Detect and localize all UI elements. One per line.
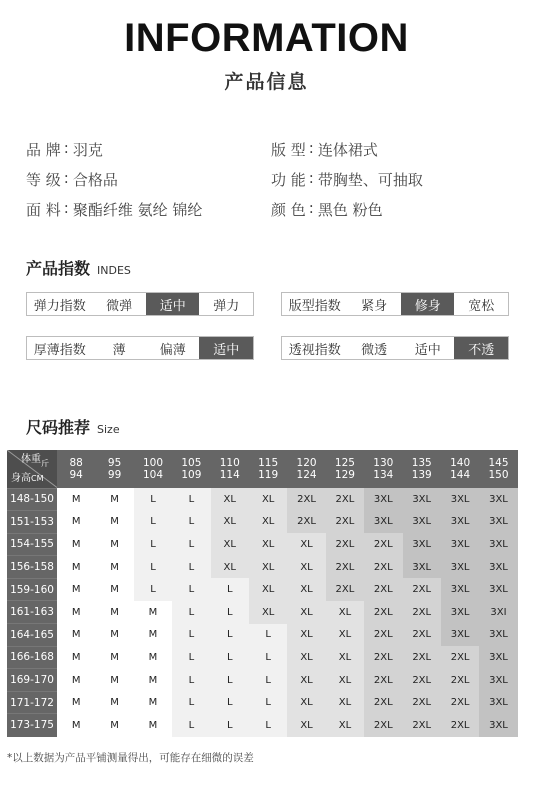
table-row — [7, 578, 518, 601]
size-cell: M — [57, 533, 95, 556]
size-cell: M — [57, 624, 95, 647]
size-cell: L — [172, 533, 210, 556]
weight-max: 150 — [488, 469, 509, 481]
info-item — [26, 169, 271, 190]
size-cell: L — [211, 691, 249, 714]
info-key: 颜 色 — [271, 200, 306, 219]
size-cell: XL — [249, 556, 287, 579]
size-cell: 3XL — [364, 511, 402, 534]
index-option: 紧身 — [361, 298, 388, 314]
page-subtitle: 产品信息 — [224, 71, 309, 93]
size-cell: M — [95, 556, 133, 579]
height-range: 173-175 — [7, 714, 57, 737]
size-cell: 2XL — [364, 646, 402, 669]
size-cell: 3XL — [403, 556, 441, 579]
weight-max: 109 — [181, 469, 202, 481]
weight-max: 114 — [219, 469, 240, 481]
info-separator: : — [308, 198, 314, 217]
size-cell: L — [172, 601, 210, 624]
size-cell: L — [172, 646, 210, 669]
table-row — [7, 556, 518, 579]
size-cell: 2XL — [441, 714, 479, 737]
size-cell: 2XL — [403, 601, 441, 624]
index-label: 弹力指数 — [33, 298, 86, 314]
weight-column-header — [441, 450, 479, 488]
size-cell: XL — [211, 533, 249, 556]
weight-min: 95 — [107, 456, 122, 469]
size-cell: 3XL — [403, 488, 441, 511]
size-cell: M — [95, 578, 133, 601]
info-item — [271, 139, 516, 160]
index-selector — [281, 292, 509, 316]
size-cell: 2XL — [364, 578, 402, 601]
size-cell: 3XL — [479, 578, 517, 601]
size-cell: L — [211, 714, 249, 737]
size-cell: 3XL — [479, 488, 517, 511]
info-item — [271, 199, 516, 220]
size-cell: L — [134, 488, 172, 511]
size-cell: XL — [211, 556, 249, 579]
weight-column-header — [364, 450, 402, 488]
size-cell: 2XL — [403, 624, 441, 647]
size-cell: 2XL — [364, 691, 402, 714]
size-chart-table — [7, 450, 518, 737]
size-cell: L — [249, 714, 287, 737]
info-item — [26, 199, 271, 220]
height-range: 161-163 — [7, 601, 57, 624]
page-title: INFORMATION — [124, 16, 409, 60]
weight-min: 115 — [258, 456, 279, 469]
weight-max: 94 — [69, 469, 83, 481]
info-value: 合格品 — [72, 170, 118, 189]
weight-column-header — [134, 450, 172, 488]
info-value: 聚酯纤维 氨纶 锦纶 — [72, 200, 203, 219]
index-selector — [26, 292, 254, 316]
weight-min: 105 — [181, 456, 202, 469]
size-cell: XL — [287, 646, 325, 669]
size-cell: XL — [326, 714, 364, 737]
size-section-title: 尺码推荐 — [26, 418, 91, 437]
size-table-corner — [7, 450, 57, 488]
index-option: 偏薄 — [159, 342, 186, 358]
weight-min: 125 — [334, 456, 355, 469]
size-cell: 3XI — [479, 601, 517, 624]
size-cell: 3XL — [441, 601, 479, 624]
size-cell: M — [57, 714, 95, 737]
info-value: 黑色 粉色 — [317, 200, 383, 219]
size-cell: XL — [211, 488, 249, 511]
size-cell: 2XL — [441, 669, 479, 692]
height-range: 171-172 — [7, 691, 57, 714]
size-cell: 3XL — [479, 556, 517, 579]
size-cell: 3XL — [479, 691, 517, 714]
size-cell: M — [134, 691, 172, 714]
weight-min: 140 — [450, 456, 471, 469]
size-cell: XL — [249, 601, 287, 624]
size-cell: 2XL — [364, 714, 402, 737]
weight-column-header — [211, 450, 249, 488]
weight-min: 145 — [488, 456, 509, 469]
size-cell: M — [95, 646, 133, 669]
size-cell: L — [249, 646, 287, 669]
table-row — [7, 691, 518, 714]
weight-column-header — [403, 450, 441, 488]
size-cell: XL — [326, 669, 364, 692]
size-cell: 3XL — [441, 624, 479, 647]
index-option: 弹力 — [213, 298, 240, 314]
size-cell: 2XL — [326, 556, 364, 579]
weight-max: 134 — [373, 469, 394, 481]
weight-min: 110 — [219, 456, 240, 469]
size-cell: L — [211, 601, 249, 624]
height-range: 154-155 — [7, 533, 57, 556]
weight-min: 130 — [373, 456, 394, 469]
size-cell: 3XL — [403, 511, 441, 534]
size-cell: 3XL — [441, 578, 479, 601]
size-cell: M — [57, 556, 95, 579]
weight-max: 139 — [411, 469, 432, 481]
size-cell: XL — [287, 601, 325, 624]
size-cell: M — [57, 669, 95, 692]
size-cell: M — [57, 578, 95, 601]
size-cell: 3XL — [441, 488, 479, 511]
size-cell: 2XL — [403, 578, 441, 601]
info-item — [26, 139, 271, 160]
size-cell: 2XL — [403, 646, 441, 669]
size-cell: M — [95, 488, 133, 511]
height-range: 156-158 — [7, 556, 57, 579]
size-cell: 2XL — [287, 488, 325, 511]
weight-max: 119 — [258, 469, 279, 481]
size-cell: 3XL — [479, 714, 517, 737]
size-cell: M — [95, 624, 133, 647]
weight-column-header — [95, 450, 133, 488]
info-value: 羽克 — [72, 140, 103, 159]
info-key: 品 牌 — [26, 140, 61, 159]
size-cell: 3XL — [479, 669, 517, 692]
size-cell: M — [57, 488, 95, 511]
size-cell: XL — [249, 488, 287, 511]
table-row — [7, 646, 518, 669]
size-cell: 2XL — [403, 669, 441, 692]
weight-max: 99 — [107, 469, 122, 481]
size-cell: L — [249, 691, 287, 714]
index-option: 微弹 — [106, 298, 133, 314]
weight-max: 129 — [334, 469, 355, 481]
height-header: 身高CM — [11, 473, 44, 484]
index-option: 宽松 — [468, 298, 495, 314]
size-cell: M — [134, 624, 172, 647]
size-cell: XL — [211, 511, 249, 534]
size-cell: 3XL — [479, 511, 517, 534]
size-cell: M — [95, 533, 133, 556]
size-cell: M — [57, 511, 95, 534]
size-cell: L — [211, 646, 249, 669]
index-option: 薄 — [112, 342, 126, 358]
size-cell: M — [95, 714, 133, 737]
weight-min: 100 — [142, 456, 163, 469]
size-cell: 2XL — [326, 533, 364, 556]
weight-min: 135 — [411, 456, 432, 469]
size-cell: XL — [287, 556, 325, 579]
index-section-title: 产品指数 — [26, 259, 91, 278]
info-separator: : — [63, 168, 69, 187]
size-cell: 2XL — [287, 511, 325, 534]
size-cell: XL — [249, 511, 287, 534]
info-key: 功 能 — [271, 170, 306, 189]
size-cell: L — [211, 578, 249, 601]
index-option-selected: 修身 — [401, 293, 455, 315]
size-cell: L — [172, 624, 210, 647]
weight-max: 124 — [296, 469, 317, 481]
weight-min: 120 — [296, 456, 317, 469]
size-cell: L — [172, 556, 210, 579]
size-cell: 2XL — [326, 578, 364, 601]
size-cell: L — [134, 578, 172, 601]
size-cell: L — [172, 578, 210, 601]
table-row — [7, 714, 518, 737]
size-cell: L — [249, 669, 287, 692]
info-separator: : — [308, 138, 314, 157]
size-cell: 3XL — [441, 556, 479, 579]
size-cell: 3XL — [364, 488, 402, 511]
info-row — [26, 134, 516, 164]
index-option-selected: 不透 — [454, 337, 508, 359]
height-range: 164-165 — [7, 624, 57, 647]
table-row — [7, 511, 518, 534]
index-label: 版型指数 — [288, 298, 341, 314]
size-cell: 2XL — [403, 714, 441, 737]
size-cell: M — [134, 669, 172, 692]
size-cell: L — [172, 669, 210, 692]
table-row — [7, 601, 518, 624]
size-cell: L — [134, 511, 172, 534]
size-cell: 3XL — [441, 511, 479, 534]
size-cell: L — [211, 624, 249, 647]
info-row — [26, 164, 516, 194]
table-row — [7, 488, 518, 511]
weight-column-header — [172, 450, 210, 488]
size-cell: 3XL — [479, 646, 517, 669]
weight-min: 88 — [69, 456, 83, 469]
size-cell: L — [172, 511, 210, 534]
index-label: 透视指数 — [288, 342, 341, 358]
size-cell: XL — [287, 714, 325, 737]
size-cell: XL — [287, 691, 325, 714]
size-cell: 3XL — [479, 624, 517, 647]
size-cell: M — [57, 601, 95, 624]
size-cell: 2XL — [364, 556, 402, 579]
weight-max: 144 — [450, 469, 471, 481]
size-cell: 2XL — [364, 533, 402, 556]
size-cell: XL — [326, 691, 364, 714]
size-section-heading — [26, 415, 120, 438]
size-cell: L — [172, 488, 210, 511]
measurement-note: *以上数据为产品平铺测量得出，可能存在细微的误差 — [7, 752, 254, 764]
size-cell: M — [95, 511, 133, 534]
height-range: 148-150 — [7, 488, 57, 511]
index-selector — [281, 336, 509, 360]
index-selector — [26, 336, 254, 360]
index-label: 厚薄指数 — [33, 342, 86, 358]
table-row — [7, 669, 518, 692]
index-option-selected: 适中 — [199, 337, 253, 359]
size-cell: L — [172, 691, 210, 714]
size-cell: 3XL — [403, 533, 441, 556]
info-item — [271, 169, 516, 190]
weight-column-header — [326, 450, 364, 488]
index-option: 适中 — [414, 342, 441, 358]
size-cell: XL — [249, 533, 287, 556]
info-separator: : — [63, 138, 69, 157]
size-cell: 2XL — [364, 669, 402, 692]
height-range: 166-168 — [7, 646, 57, 669]
size-cell: M — [57, 691, 95, 714]
size-cell: M — [134, 714, 172, 737]
size-cell: L — [134, 533, 172, 556]
size-cell: XL — [249, 578, 287, 601]
product-info — [26, 134, 516, 224]
size-cell: 2XL — [441, 691, 479, 714]
height-range: 159-160 — [7, 578, 57, 601]
index-option-selected: 适中 — [146, 293, 200, 315]
info-separator: : — [63, 198, 69, 217]
size-section-subtitle: Size — [97, 423, 120, 436]
info-value: 连体裙式 — [317, 140, 378, 159]
weight-column-header — [479, 450, 517, 488]
weight-max: 104 — [142, 469, 163, 481]
size-cell: XL — [326, 624, 364, 647]
size-cell: 2XL — [403, 691, 441, 714]
size-cell: M — [57, 646, 95, 669]
size-cell: XL — [326, 601, 364, 624]
index-option: 微透 — [361, 342, 388, 358]
size-cell: L — [134, 556, 172, 579]
size-cell: M — [134, 646, 172, 669]
size-cell: 2XL — [364, 601, 402, 624]
table-row — [7, 624, 518, 647]
info-separator: : — [308, 168, 314, 187]
size-cell: XL — [287, 669, 325, 692]
weight-column-header — [287, 450, 325, 488]
info-row — [26, 194, 516, 224]
size-cell: 2XL — [364, 624, 402, 647]
weight-column-header — [57, 450, 95, 488]
height-range: 169-170 — [7, 669, 57, 692]
size-cell: M — [95, 669, 133, 692]
size-cell: 2XL — [441, 646, 479, 669]
info-key: 等 级 — [26, 170, 61, 189]
size-cell: 2XL — [326, 511, 364, 534]
size-cell: XL — [326, 646, 364, 669]
size-cell: XL — [287, 533, 325, 556]
weight-column-header — [249, 450, 287, 488]
index-section-subtitle: INDES — [97, 264, 131, 277]
size-cell: XL — [287, 624, 325, 647]
table-row — [7, 533, 518, 556]
size-cell: M — [95, 691, 133, 714]
index-section-heading — [26, 256, 131, 279]
info-key: 版 型 — [271, 140, 306, 159]
size-cell: L — [211, 669, 249, 692]
height-range: 151-153 — [7, 511, 57, 534]
size-cell: M — [134, 601, 172, 624]
info-value: 带胸垫、可抽取 — [317, 170, 423, 189]
size-cell: XL — [287, 578, 325, 601]
size-cell: 3XL — [479, 533, 517, 556]
size-cell: L — [172, 714, 210, 737]
size-cell: L — [249, 624, 287, 647]
size-cell: 2XL — [326, 488, 364, 511]
size-cell: 3XL — [441, 533, 479, 556]
size-cell: M — [95, 601, 133, 624]
weight-header: 体重$_斤$ — [21, 454, 49, 468]
info-key: 面 料 — [26, 200, 61, 219]
